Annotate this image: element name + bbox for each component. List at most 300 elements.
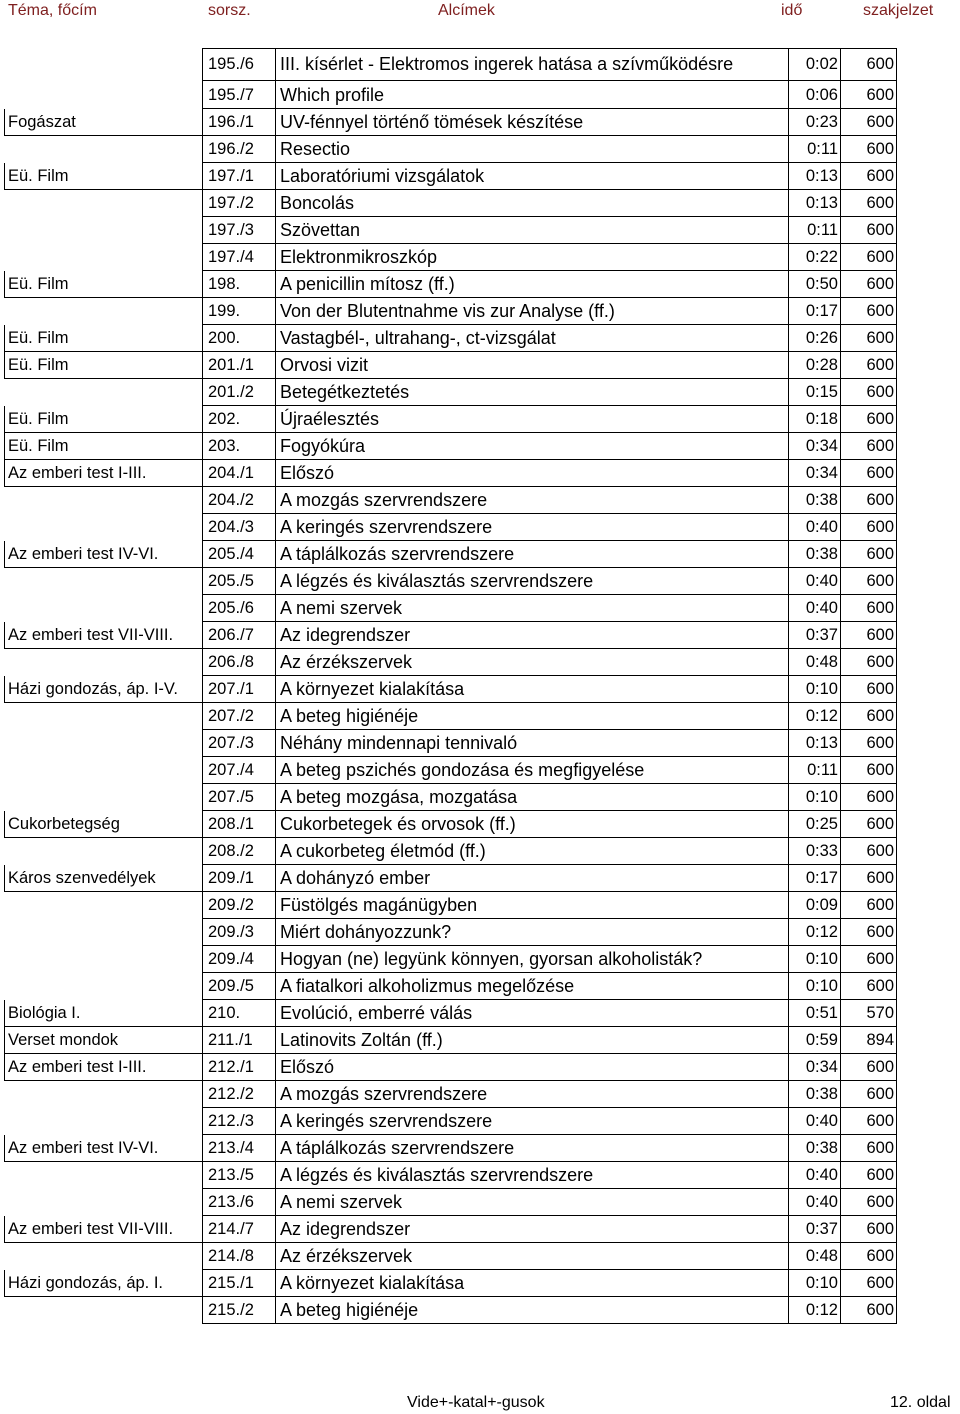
grid-line <box>896 514 897 541</box>
time-cell: 0:10 <box>805 788 838 806</box>
grid-line <box>896 406 897 433</box>
grid-line <box>202 892 203 919</box>
grid-line <box>840 1297 841 1324</box>
grid-line <box>896 1027 897 1054</box>
theme-cell <box>4 892 202 919</box>
grid-line <box>788 973 789 1000</box>
grid-line <box>4 433 5 460</box>
grid-line <box>202 919 203 946</box>
grid-line <box>896 136 897 163</box>
title-cell: Újraélesztés <box>280 409 380 429</box>
grid-line <box>896 487 897 514</box>
number-cell: 207./1 <box>208 680 254 698</box>
code-cell: 600 <box>866 842 894 860</box>
grid-line <box>788 676 789 703</box>
grid-line <box>788 1054 789 1081</box>
grid-line <box>202 1135 203 1162</box>
grid-line <box>896 271 897 298</box>
table-row <box>4 406 896 433</box>
grid-line <box>896 595 897 622</box>
table-row <box>4 271 896 298</box>
grid-line <box>896 865 897 892</box>
grid-line <box>788 1189 789 1216</box>
time-cell: 0:38 <box>805 491 838 509</box>
grid-line <box>275 487 276 514</box>
grid-line <box>840 325 841 352</box>
title-cell: Az idegrendszer <box>280 625 411 645</box>
table-row <box>4 487 896 514</box>
theme-cell <box>4 487 202 514</box>
grid-line <box>840 109 841 136</box>
table-row <box>4 325 896 352</box>
grid-line <box>202 271 203 298</box>
grid-line <box>275 676 276 703</box>
grid-line <box>4 1054 5 1081</box>
grid-line <box>896 48 897 81</box>
time-cell: 0:37 <box>805 1220 838 1238</box>
grid-line <box>275 1297 276 1324</box>
code-cell: 570 <box>866 1004 894 1022</box>
title-cell: Which profile <box>280 84 385 105</box>
code-cell: 600 <box>866 545 894 563</box>
number-cell: 205./6 <box>208 599 254 617</box>
grid-line <box>275 190 276 217</box>
grid-line <box>202 109 203 136</box>
code-cell: 600 <box>866 680 894 698</box>
number-cell: 197./2 <box>208 194 254 212</box>
code-cell: 600 <box>866 140 894 158</box>
time-cell: 0:18 <box>805 410 838 428</box>
grid-line <box>202 649 203 676</box>
grid-line <box>202 838 203 865</box>
grid-line <box>840 379 841 406</box>
grid-line <box>788 109 789 136</box>
theme-cell: Házi gondozás, áp. I. <box>8 1274 164 1292</box>
grid-line <box>788 1270 789 1297</box>
title-cell: A beteg higiénéje <box>280 1300 419 1320</box>
theme-cell: Eü. Film <box>8 410 69 428</box>
code-cell: 600 <box>866 788 894 806</box>
grid-line <box>202 487 203 514</box>
code-cell: 600 <box>866 518 894 536</box>
table-row <box>4 892 896 919</box>
theme-cell <box>4 298 202 325</box>
number-cell: 203. <box>208 437 241 455</box>
code-cell: 600 <box>866 410 894 428</box>
grid-line <box>275 163 276 190</box>
table-row <box>4 352 896 379</box>
grid-line <box>4 163 5 190</box>
grid-line <box>4 1000 5 1027</box>
header-tema: Téma, főcím <box>8 2 97 19</box>
table-row <box>4 865 896 892</box>
code-cell: 600 <box>866 1301 894 1319</box>
title-cell: Von der Blutentnahme vis zur Analyse (ff.) <box>280 301 615 321</box>
number-cell: 197./1 <box>208 167 254 185</box>
grid-line <box>275 406 276 433</box>
theme-cell: Eü. Film <box>8 356 69 374</box>
code-cell: 600 <box>866 194 894 212</box>
grid-line <box>4 1270 5 1297</box>
grid-line <box>275 433 276 460</box>
number-cell: 207./5 <box>208 788 254 806</box>
footer-series: Vide+-katal+-gusok <box>407 1394 545 1411</box>
code-cell: 600 <box>866 1247 894 1265</box>
grid-line <box>788 163 789 190</box>
title-cell: Resectio <box>280 139 351 159</box>
time-cell: 0:28 <box>805 356 838 374</box>
grid-line <box>202 1243 203 1270</box>
time-cell: 0:23 <box>805 113 838 131</box>
code-cell: 600 <box>866 572 894 590</box>
grid-line <box>275 1027 276 1054</box>
grid-line <box>275 811 276 838</box>
title-cell: Előszó <box>280 1057 335 1077</box>
number-cell: 204./1 <box>208 464 254 482</box>
table-row <box>4 244 896 271</box>
grid-line <box>840 541 841 568</box>
grid-line <box>4 622 5 649</box>
grid-line <box>840 244 841 271</box>
title-cell: Az érzékszervek <box>280 652 413 672</box>
grid-line <box>896 325 897 352</box>
title-cell: A beteg higiénéje <box>280 706 419 726</box>
grid-line <box>840 595 841 622</box>
table-row <box>4 1216 896 1243</box>
time-cell: 0:40 <box>805 518 838 536</box>
title-cell: A keringés szervrendszere <box>280 517 493 537</box>
grid-line <box>896 298 897 325</box>
title-cell: A cukorbeteg életmód (ff.) <box>280 841 486 861</box>
theme-cell <box>4 217 202 244</box>
grid-line <box>788 433 789 460</box>
table-row <box>4 109 896 136</box>
theme-cell <box>4 1189 202 1216</box>
grid-line <box>840 298 841 325</box>
number-cell: 209./1 <box>208 869 254 887</box>
grid-line <box>202 325 203 352</box>
grid-line <box>275 1054 276 1081</box>
page-header <box>0 0 960 24</box>
theme-cell <box>4 1297 202 1324</box>
time-cell: 0:11 <box>807 140 838 158</box>
grid-line <box>896 838 897 865</box>
table-row <box>4 514 896 541</box>
table-row <box>4 1108 896 1135</box>
grid-line <box>788 298 789 325</box>
grid-line <box>275 568 276 595</box>
theme-cell <box>4 757 202 784</box>
grid-line <box>840 649 841 676</box>
grid-line <box>788 325 789 352</box>
time-cell: 0:38 <box>805 1085 838 1103</box>
table-row <box>4 973 896 1000</box>
title-cell: A környezet kialakítása <box>280 1273 465 1293</box>
grid-line <box>788 460 789 487</box>
grid-line <box>896 1108 897 1135</box>
table-row <box>4 81 896 109</box>
code-cell: 600 <box>866 464 894 482</box>
grid-line <box>275 919 276 946</box>
grid-line <box>788 703 789 730</box>
grid-line <box>275 649 276 676</box>
grid-line <box>896 784 897 811</box>
title-cell: Laboratóriumi vizsgálatok <box>280 166 485 186</box>
code-cell: 600 <box>866 761 894 779</box>
grid-line <box>202 1162 203 1189</box>
time-cell: 0:15 <box>805 383 838 401</box>
grid-line <box>840 1189 841 1216</box>
time-cell: 0:17 <box>805 302 838 320</box>
grid-line <box>202 973 203 1000</box>
grid-line <box>788 622 789 649</box>
title-cell: A penicillin mítosz (ff.) <box>280 274 455 294</box>
grid-line <box>788 244 789 271</box>
code-cell: 600 <box>866 1139 894 1157</box>
grid-line <box>788 271 789 298</box>
table-row <box>4 1000 896 1027</box>
grid-line <box>275 1135 276 1162</box>
header-sorsz: sorsz. <box>208 2 251 19</box>
number-cell: 214./8 <box>208 1247 254 1265</box>
grid-line <box>202 1270 203 1297</box>
grid-line <box>788 595 789 622</box>
grid-line <box>840 676 841 703</box>
grid-line <box>788 81 789 109</box>
title-cell: III. kísérlet - Elektromos ingerek hatása a szívműködésre <box>280 54 734 74</box>
grid-line <box>4 352 5 379</box>
theme-cell <box>4 1243 202 1270</box>
grid-line <box>896 1270 897 1297</box>
number-cell: 213./4 <box>208 1139 254 1157</box>
grid-line <box>275 622 276 649</box>
time-cell: 0:34 <box>805 464 838 482</box>
number-cell: 205./5 <box>208 572 254 590</box>
theme-cell: Fogászat <box>8 113 76 131</box>
grid-line <box>275 1000 276 1027</box>
grid-line <box>275 271 276 298</box>
grid-line <box>788 1135 789 1162</box>
number-cell: 213./6 <box>208 1193 254 1211</box>
title-cell: Hogyan (ne) legyünk könnyen, gyorsan alkoholisták? <box>280 949 703 969</box>
grid-line <box>202 190 203 217</box>
grid-line <box>202 757 203 784</box>
theme-cell <box>4 973 202 1000</box>
time-cell: 0:10 <box>805 1274 838 1292</box>
grid-line <box>788 919 789 946</box>
header-alcimek: Alcímek <box>438 2 495 19</box>
grid-line <box>788 514 789 541</box>
theme-cell: Az emberi test I-III. <box>8 464 147 482</box>
theme-cell: Az emberi test IV-VI. <box>8 545 159 563</box>
theme-cell <box>4 379 202 406</box>
number-cell: 197./4 <box>208 248 254 266</box>
grid-line <box>896 541 897 568</box>
number-cell: 208./2 <box>208 842 254 860</box>
code-cell: 894 <box>866 1031 894 1049</box>
grid-line <box>788 352 789 379</box>
grid-line <box>4 541 5 568</box>
theme-cell <box>4 514 202 541</box>
grid-line <box>202 136 203 163</box>
grid-line <box>275 892 276 919</box>
title-cell: Az idegrendszer <box>280 1219 411 1239</box>
title-cell: Fogyókúra <box>280 436 366 456</box>
time-cell: 0:38 <box>805 1139 838 1157</box>
theme-cell: Az emberi test VII-VIII. <box>8 626 174 644</box>
grid-line <box>202 48 203 81</box>
theme-cell <box>4 649 202 676</box>
table-row <box>4 1270 896 1297</box>
grid-line <box>4 676 5 703</box>
title-cell: Néhány mindennapi tennivaló <box>280 733 518 753</box>
grid-line <box>275 1216 276 1243</box>
grid-line <box>788 1000 789 1027</box>
grid-line <box>788 379 789 406</box>
title-cell: Evolúció, emberré válás <box>280 1003 473 1023</box>
grid-line <box>202 217 203 244</box>
theme-cell: Eü. Film <box>8 167 69 185</box>
title-cell: A légzés és kiválasztás szervrendszere <box>280 571 594 591</box>
grid-line <box>896 622 897 649</box>
table-row <box>4 1297 896 1324</box>
title-cell: A fiatalkori alkoholizmus megelőzése <box>280 976 575 996</box>
code-cell: 600 <box>866 923 894 941</box>
time-cell: 0:40 <box>805 1112 838 1130</box>
grid-line <box>840 973 841 1000</box>
time-cell: 0:10 <box>805 680 838 698</box>
number-cell: 195./6 <box>208 55 254 73</box>
code-cell: 600 <box>866 707 894 725</box>
grid-line <box>840 757 841 784</box>
grid-line <box>4 109 5 136</box>
grid-line <box>202 811 203 838</box>
grid-line <box>896 1162 897 1189</box>
theme-cell <box>4 595 202 622</box>
grid-line <box>202 298 203 325</box>
footer-page-number: 12. oldal <box>890 1394 951 1411</box>
grid-line <box>275 460 276 487</box>
code-cell: 600 <box>866 1112 894 1130</box>
grid-line <box>896 649 897 676</box>
table-row <box>4 649 896 676</box>
time-cell: 0:51 <box>805 1004 838 1022</box>
grid-line <box>202 433 203 460</box>
table-row <box>4 811 896 838</box>
time-cell: 0:34 <box>805 1058 838 1076</box>
grid-line <box>275 757 276 784</box>
grid-line <box>788 568 789 595</box>
grid-line <box>202 81 203 109</box>
grid-line <box>4 811 5 838</box>
grid-line <box>840 1000 841 1027</box>
time-cell: 0:25 <box>805 815 838 833</box>
table-row <box>4 136 896 163</box>
grid-line <box>896 190 897 217</box>
grid-line <box>840 1135 841 1162</box>
grid-line <box>275 838 276 865</box>
grid-line <box>788 1162 789 1189</box>
number-cell: 195./7 <box>208 85 254 104</box>
table-row <box>4 784 896 811</box>
table-row <box>4 1243 896 1270</box>
time-cell: 0:09 <box>805 896 838 914</box>
grid-line <box>896 1189 897 1216</box>
grid-line <box>275 1189 276 1216</box>
grid-line <box>202 48 896 49</box>
code-cell: 600 <box>866 113 894 131</box>
table-row <box>4 622 896 649</box>
grid-line <box>275 81 276 109</box>
time-cell: 0:13 <box>805 194 838 212</box>
number-cell: 215./1 <box>208 1274 254 1292</box>
code-cell: 600 <box>866 1058 894 1076</box>
table-row <box>4 946 896 973</box>
number-cell: 198. <box>208 275 241 293</box>
page-footer <box>0 1392 960 1414</box>
code-cell: 600 <box>866 383 894 401</box>
title-cell: Szövettan <box>280 220 361 240</box>
grid-line <box>896 811 897 838</box>
grid-line <box>840 730 841 757</box>
grid-line <box>896 81 897 109</box>
time-cell: 0:38 <box>805 545 838 563</box>
grid-line <box>202 703 203 730</box>
grid-line <box>840 514 841 541</box>
grid-line <box>840 1243 841 1270</box>
grid-line <box>840 190 841 217</box>
time-cell: 0:48 <box>805 653 838 671</box>
time-cell: 0:12 <box>805 923 838 941</box>
grid-line <box>275 217 276 244</box>
theme-cell <box>4 730 202 757</box>
grid-line <box>202 1108 203 1135</box>
grid-line <box>896 676 897 703</box>
time-cell: 0:40 <box>805 599 838 617</box>
grid-line <box>202 1027 203 1054</box>
title-cell: Előszó <box>280 463 335 483</box>
table-row <box>4 541 896 568</box>
grid-line <box>275 514 276 541</box>
grid-line <box>275 541 276 568</box>
grid-line <box>4 1027 5 1054</box>
grid-line <box>896 1081 897 1108</box>
title-cell: A nemi szervek <box>280 1192 403 1212</box>
grid-line <box>840 1270 841 1297</box>
time-cell: 0:13 <box>805 167 838 185</box>
grid-line <box>788 649 789 676</box>
number-cell: 204./3 <box>208 518 254 536</box>
title-cell: Elektronmikroszkóp <box>280 247 438 267</box>
code-cell: 600 <box>866 734 894 752</box>
title-cell: Vastagbél-, ultrahang-, ct-vizsgálat <box>280 328 556 348</box>
grid-line <box>202 676 203 703</box>
grid-line <box>788 1081 789 1108</box>
number-cell: 201./1 <box>208 356 254 374</box>
number-cell: 196./2 <box>208 140 254 158</box>
grid-line <box>788 757 789 784</box>
title-cell: A táplálkozás szervrendszere <box>280 1138 515 1158</box>
grid-line <box>202 514 203 541</box>
table-row <box>4 163 896 190</box>
title-cell: Orvosi vizit <box>280 355 369 375</box>
grid-line <box>896 1243 897 1270</box>
grid-line <box>4 460 5 487</box>
title-cell: Cukorbetegek és orvosok (ff.) <box>280 814 516 834</box>
grid-line <box>275 352 276 379</box>
theme-cell: Verset mondok <box>8 1031 119 1049</box>
code-cell: 600 <box>866 599 894 617</box>
